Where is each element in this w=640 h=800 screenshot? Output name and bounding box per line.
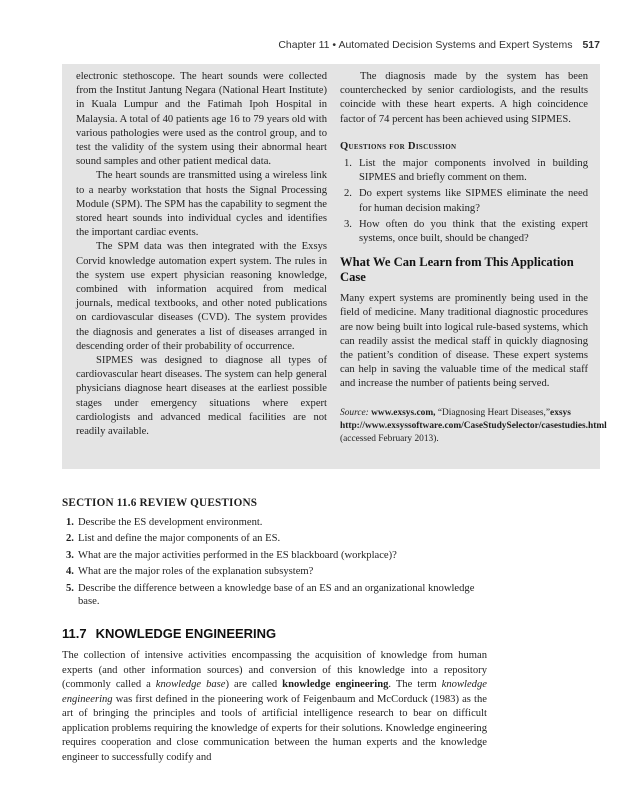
case-right-column	[340, 70, 607, 446]
body-text: The collection of intensive activities encompassing the acquisition of knowledge from human experts (and other information sources) and conversion of this knowledge into a repository (commonly called a	[62, 650, 487, 690]
source-accessed: (accessed February 2013).	[340, 433, 439, 444]
question-text: List the major components involved in building SIPMES and briefly comment on them.	[359, 158, 588, 184]
question-text: Do expert systems like SIPMES eliminate the need for human decision making?	[359, 188, 588, 214]
case-paragraph: The diagnosis made by the system has been counterchecked by senior cardiologists, and the results coincide with these heart experts. A high coincidence factor of 74 percent has been achieved using SIPMES.	[340, 71, 588, 125]
case-paragraph: electronic stethoscope. The heart sounds were collected from the Institut Jantung Negara (National Heart Institute) in Kuala Lumpur and the Fatimah Ipoh Hospital in Malaysia. A total of 40 patients age 16 to 79 years old with various pathologies were used as the control group, and to test the validity of the system using their abnormal heart sound samples and other patient medical data.	[76, 71, 327, 168]
question-item	[340, 157, 588, 185]
discussion-questions	[340, 157, 588, 246]
review-question	[62, 582, 490, 609]
question-item	[340, 218, 588, 246]
case-paragraph: The SPM data was then integrated with the Exsys Corvid knowledge automation expert system. The rules in the system use expert physician reasoning knowledge, combined with information acquired from medical journals, medical textbooks, and other noted publications on cardiovascular diseases (CVD). The system provides the diagnosis and generates a list of diseases arranged in descending order of their probability of occurrence.	[76, 241, 327, 352]
questions-heading: Questions for Discussion	[340, 140, 457, 152]
body-italic: knowledge engineering	[62, 679, 487, 705]
review-text: Describe the difference between a knowledge base of an ES and an organizational knowledge base.	[78, 582, 475, 608]
body-text: ) are called	[225, 679, 283, 690]
source-citation	[340, 407, 607, 446]
body-italic: knowledge base	[155, 679, 226, 690]
review-number: 2.	[66, 533, 74, 545]
review-text: What are the major activities performed in the ES blackboard (workplace)?	[78, 549, 397, 561]
question-item	[340, 187, 588, 215]
learn-heading: What We Can Learn from This Application Case	[340, 255, 574, 285]
review-questions-title: SECTION 11.6 REVIEW QUESTIONS	[62, 497, 258, 509]
case-paragraph: SIPMES was designed to diagnose all types of cardiovascular heart diseases. The system can help general physicians diagnose heart diseases at the earliest possible stages under emergency situations where expert cardiologists and advanced medical facilities are not readily available.	[76, 355, 327, 438]
source-url[interactable]: exsys http://www.exsyssoftware.com/CaseStudySelector/casestudies.html	[340, 407, 607, 431]
review-question	[62, 565, 490, 578]
question-number: 2.	[344, 188, 352, 200]
section-number: 11.7	[62, 626, 87, 641]
review-question	[62, 549, 490, 562]
section-heading	[62, 626, 276, 641]
body-text: was first defined in the pioneering work of Feigenbaum and McCorduck (1983) as the art of bringing the principles and tools of artificial intelligence research to bear on difficult application problems requiring the knowledge of experts for their solutions. Knowledge engineering requires cooperation and close communication between the human experts and the knowledge engineer to successfully codify and	[62, 693, 487, 763]
review-number: 1.	[66, 517, 74, 528]
review-text: Describe the ES development environment.	[78, 517, 263, 528]
body-text: . The term	[388, 679, 442, 690]
source-title: “Diagnosing Heart Diseases,”	[437, 407, 551, 418]
review-question	[62, 516, 490, 529]
chapter-title: Chapter 11 • Automated Decision Systems and Expert Systems	[278, 39, 573, 51]
source-label: Source:	[340, 407, 369, 418]
review-text: List and define the major components of an ES.	[78, 533, 281, 545]
review-text: What are the major roles of the explanation subsystem?	[78, 566, 314, 578]
page-number: 517	[582, 39, 600, 51]
review-questions-list	[62, 516, 490, 611]
review-question	[62, 532, 490, 545]
source-site: www.exsys.com,	[371, 407, 436, 418]
section-title: KNOWLEDGE ENGINEERING	[95, 626, 277, 641]
section-paragraph	[62, 649, 487, 765]
case-paragraph: The heart sounds are transmitted using a wireless link to a nearby workstation that hosts the Signal Processing Module (SPM). The SPM has the capability to segment the stored heart sounds into individual cycles and identifies the important cardiac events.	[76, 170, 327, 239]
learn-body: Many expert systems are prominently being used in the field of medicine. Many traditional diagnostic procedures are now being built into logical rule-based systems, which can readily assist the medical staff in quickly diagnosing the patient’s condition of disease. These expert systems can help in saving the valuable time of the medical staff and increase the number of patients being served.	[340, 293, 588, 390]
case-left-column	[76, 70, 327, 439]
question-number: 1.	[344, 158, 352, 170]
question-text: How often do you think that the existing expert systems, once built, should be changed?	[359, 218, 588, 245]
review-number: 3.	[66, 549, 74, 561]
running-header	[278, 39, 600, 51]
question-number: 3.	[344, 218, 352, 230]
review-number: 5.	[66, 582, 74, 594]
section-body	[62, 649, 487, 765]
body-bold-term: knowledge engineering	[282, 679, 389, 690]
review-number: 4.	[66, 566, 74, 578]
